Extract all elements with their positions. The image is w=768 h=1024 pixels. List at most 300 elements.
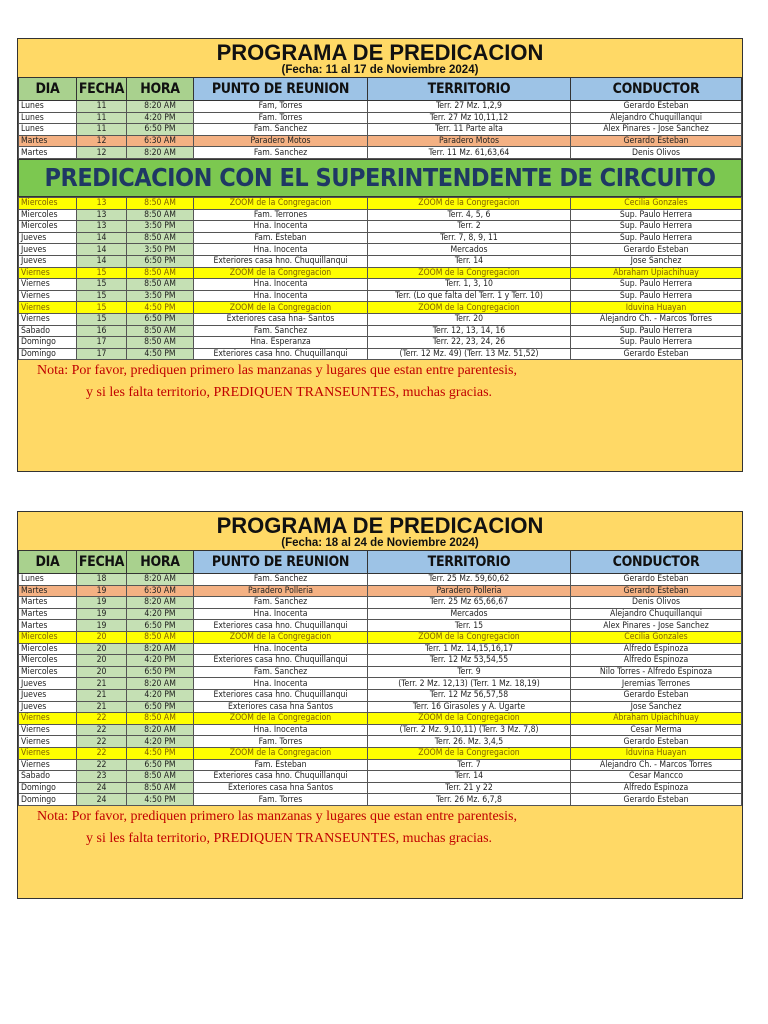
cell-punto: Hna. Inocenta (194, 643, 368, 655)
cell-territorio: Terr. 1, 3, 10 (368, 279, 571, 291)
cell-punto: Paradero Motos (194, 135, 368, 147)
cell-territorio: Terr. 27 Mz 10,11,12 (368, 112, 571, 124)
cell-hora: 6:50 PM (127, 313, 194, 325)
header-dia: DIA (19, 78, 77, 101)
cell-hora: 6:50 PM (127, 666, 194, 678)
cell-territorio: Terr. 21 y 22 (368, 782, 571, 794)
cell-dia: Miercoles (19, 666, 77, 678)
table-row (19, 655, 742, 667)
cell-conductor: Jeremias Terrones (571, 678, 742, 690)
cell-conductor: Gerardo Esteban (571, 574, 742, 586)
cell-hora: 8:20 AM (127, 101, 194, 113)
table-row (19, 713, 742, 725)
header-punto: PUNTO DE REUNION (194, 78, 368, 101)
cell-punto: Fam. Terrones (194, 209, 368, 221)
cell-dia: Miercoles (19, 631, 77, 643)
cell-fecha: 21 (77, 689, 127, 701)
cell-territorio: Terr. 20 (368, 313, 571, 325)
cell-fecha: 12 (77, 147, 127, 159)
cell-dia: Martes (19, 147, 77, 159)
cell-conductor: Cesar Mancco (571, 771, 742, 783)
cell-punto: ZOOM de la Congregacion (194, 302, 368, 314)
cell-territorio: Terr. 11 Parte alta (368, 124, 571, 136)
table-row (19, 794, 742, 806)
cell-dia: Martes (19, 585, 77, 597)
cell-hora: 4:20 PM (127, 608, 194, 620)
cell-punto: Fam. Sanchez (194, 597, 368, 609)
cell-territorio: Terr. 7, 8, 9, 11 (368, 232, 571, 244)
cell-punto: ZOOM de la Congregacion (194, 747, 368, 759)
cell-fecha: 22 (77, 724, 127, 736)
cell-territorio: Terr. 22, 23, 24, 26 (368, 337, 571, 349)
circuit-overseer-banner: PREDICACION CON EL SUPERINTENDENTE DE CIRCUITO (18, 159, 742, 197)
cell-dia: Sabado (19, 771, 77, 783)
cell-punto: Hna. Inocenta (194, 279, 368, 291)
header-hora: HORA (127, 551, 194, 574)
cell-hora: 8:20 AM (127, 643, 194, 655)
cell-fecha: 22 (77, 759, 127, 771)
table-row (19, 631, 742, 643)
cell-fecha: 20 (77, 666, 127, 678)
table-row (19, 759, 742, 771)
cell-hora: 8:20 AM (127, 678, 194, 690)
cell-dia: Viernes (19, 267, 77, 279)
cell-hora: 8:20 AM (127, 724, 194, 736)
table-row (19, 221, 742, 233)
cell-conductor: Abraham Upiachihuay (571, 267, 742, 279)
cell-conductor: Denis Olivos (571, 147, 742, 159)
cell-fecha: 17 (77, 348, 127, 360)
cell-punto: Fam. Esteban (194, 232, 368, 244)
cell-hora: 8:50 AM (127, 267, 194, 279)
table-row (19, 147, 742, 159)
cell-hora: 3:50 PM (127, 290, 194, 302)
cell-hora: 4:50 PM (127, 794, 194, 806)
cell-punto: Hna. Inocenta (194, 724, 368, 736)
table-row (19, 279, 742, 291)
cell-fecha: 22 (77, 713, 127, 725)
cell-punto: Exteriores casa hno. Chuquillanqui (194, 620, 368, 632)
cell-dia: Viernes (19, 290, 77, 302)
cell-dia: Jueves (19, 255, 77, 267)
cell-punto: Fam. Sanchez (194, 124, 368, 136)
table-header-row (19, 551, 742, 574)
cell-conductor: Alex Pinares - Jose Sanchez (571, 620, 742, 632)
table-row (19, 135, 742, 147)
cell-dia: Viernes (19, 313, 77, 325)
cell-dia: Jueves (19, 232, 77, 244)
cell-territorio: Terr. 4, 5, 6 (368, 209, 571, 221)
table-row (19, 643, 742, 655)
table-header-row (19, 78, 742, 101)
cell-conductor: Cesar Merma (571, 724, 742, 736)
cell-fecha: 14 (77, 244, 127, 256)
cell-punto: Hna. Esperanza (194, 337, 368, 349)
cell-hora: 8:50 AM (127, 209, 194, 221)
cell-territorio: Terr. (Lo que falta del Terr. 1 y Terr. 10) (368, 290, 571, 302)
cell-hora: 4:20 PM (127, 736, 194, 748)
table-row (19, 232, 742, 244)
cell-territorio: Terr. 12, 13, 14, 16 (368, 325, 571, 337)
cell-dia: Lunes (19, 112, 77, 124)
cell-conductor: Cecilia Gonzales (571, 631, 742, 643)
cell-territorio: Terr. 12 Mz 53,54,55 (368, 655, 571, 667)
cell-dia: Martes (19, 135, 77, 147)
cell-fecha: 14 (77, 232, 127, 244)
cell-fecha: 15 (77, 290, 127, 302)
cell-dia: Miercoles (19, 655, 77, 667)
cell-dia: Miercoles (19, 643, 77, 655)
header-fecha: FECHA (77, 551, 127, 574)
cell-punto: Hna. Inocenta (194, 608, 368, 620)
table-row (19, 255, 742, 267)
table-row (19, 689, 742, 701)
cell-conductor: Iduvina Huayan (571, 747, 742, 759)
cell-punto: Hna. Inocenta (194, 244, 368, 256)
cell-conductor: Sup. Paulo Herrera (571, 221, 742, 233)
cell-conductor: Gerardo Esteban (571, 348, 742, 360)
cell-hora: 4:20 PM (127, 655, 194, 667)
table-row (19, 325, 742, 337)
table-row (19, 267, 742, 279)
cell-punto: Exteriores casa hno. Chuquillanqui (194, 255, 368, 267)
cell-territorio: Terr. 14 (368, 771, 571, 783)
table-row (19, 244, 742, 256)
table-row (19, 701, 742, 713)
cell-fecha: 19 (77, 585, 127, 597)
table-row (19, 771, 742, 783)
cell-conductor: Gerardo Esteban (571, 585, 742, 597)
cell-hora: 6:30 AM (127, 135, 194, 147)
cell-territorio: Terr. 7 (368, 759, 571, 771)
cell-fecha: 11 (77, 112, 127, 124)
cell-conductor: Gerardo Esteban (571, 736, 742, 748)
header-dia: DIA (19, 551, 77, 574)
cell-territorio: ZOOM de la Congregacion (368, 197, 571, 209)
cell-dia: Viernes (19, 302, 77, 314)
cell-punto: Exteriores casa hno. Chuquillanqui (194, 771, 368, 783)
cell-hora: 8:50 AM (127, 782, 194, 794)
cell-fecha: 19 (77, 608, 127, 620)
cell-territorio: Terr. 1 Mz. 14,15,16,17 (368, 643, 571, 655)
header-conductor: CONDUCTOR (571, 78, 742, 101)
cell-dia: Domingo (19, 337, 77, 349)
table-row (19, 302, 742, 314)
cell-territorio: Mercados (368, 244, 571, 256)
cell-territorio: Terr. 25 Mz. 59,60,62 (368, 574, 571, 586)
cell-punto: Exteriores casa hna Santos (194, 782, 368, 794)
cell-dia: Viernes (19, 759, 77, 771)
cell-conductor: Cecilia Gonzales (571, 197, 742, 209)
sheet-title: PROGRAMA DE PREDICACION (216, 40, 544, 65)
table-row (19, 620, 742, 632)
cell-territorio: Terr. 14 (368, 255, 571, 267)
cell-punto: ZOOM de la Congregacion (194, 631, 368, 643)
cell-fecha: 12 (77, 135, 127, 147)
cell-fecha: 22 (77, 736, 127, 748)
cell-punto: Fam. Torres (194, 794, 368, 806)
cell-territorio: (Terr. 2 Mz. 12,13) (Terr. 1 Mz. 18,19) (368, 678, 571, 690)
cell-hora: 3:50 PM (127, 244, 194, 256)
cell-hora: 8:20 AM (127, 597, 194, 609)
cell-dia: Domingo (19, 782, 77, 794)
table-row (19, 574, 742, 586)
cell-dia: Viernes (19, 279, 77, 291)
table-row (19, 666, 742, 678)
cell-conductor: Alejandro Ch. - Marcos Torres (571, 759, 742, 771)
cell-dia: Viernes (19, 724, 77, 736)
cell-conductor: Abraham Upiachihuay (571, 713, 742, 725)
cell-conductor: Alejandro Chuquillanqui (571, 112, 742, 124)
cell-dia: Viernes (19, 747, 77, 759)
table-row (19, 337, 742, 349)
cell-territorio: Terr. 11 Mz. 61,63,64 (368, 147, 571, 159)
cell-territorio: Mercados (368, 608, 571, 620)
sheet-title: PROGRAMA DE PREDICACION (216, 513, 544, 538)
cell-hora: 8:20 AM (127, 147, 194, 159)
table-row (19, 209, 742, 221)
cell-punto: Paradero Polleria (194, 585, 368, 597)
cell-dia: Lunes (19, 124, 77, 136)
cell-hora: 6:50 PM (127, 255, 194, 267)
cell-hora: 8:50 AM (127, 713, 194, 725)
cell-conductor: Alfredo Espinoza (571, 643, 742, 655)
cell-fecha: 17 (77, 337, 127, 349)
cell-conductor: Denis Olivos (571, 597, 742, 609)
cell-hora: 8:50 AM (127, 631, 194, 643)
table-row (19, 197, 742, 209)
cell-hora: 4:50 PM (127, 302, 194, 314)
cell-punto: Fam. Sanchez (194, 325, 368, 337)
table-row (19, 608, 742, 620)
cell-punto: Exteriores casa hno. Chuquillanqui (194, 689, 368, 701)
cell-territorio: Terr. 26 Mz. 6,7,8 (368, 794, 571, 806)
cell-conductor: Gerardo Esteban (571, 101, 742, 113)
cell-punto: ZOOM de la Congregacion (194, 197, 368, 209)
cell-fecha: 13 (77, 209, 127, 221)
cell-conductor: Jose Sanchez (571, 701, 742, 713)
note-line-1: Nota: Por favor, prediquen primero las manzanas y lugares que estan entre parentesis, (37, 808, 517, 824)
table-row (19, 112, 742, 124)
cell-hora: 6:50 PM (127, 124, 194, 136)
cell-punto: Fam. Sanchez (194, 147, 368, 159)
cell-dia: Miercoles (19, 221, 77, 233)
cell-territorio: ZOOM de la Congregacion (368, 713, 571, 725)
cell-conductor: Iduvina Huayan (571, 302, 742, 314)
cell-territorio: ZOOM de la Congregacion (368, 747, 571, 759)
cell-fecha: 20 (77, 643, 127, 655)
cell-conductor: Sup. Paulo Herrera (571, 232, 742, 244)
cell-conductor: Gerardo Esteban (571, 244, 742, 256)
cell-conductor: Alfredo Espinoza (571, 782, 742, 794)
cell-fecha: 14 (77, 255, 127, 267)
cell-fecha: 21 (77, 701, 127, 713)
table-row (19, 348, 742, 360)
header-punto: PUNTO DE REUNION (194, 551, 368, 574)
cell-conductor: Sup. Paulo Herrera (571, 209, 742, 221)
cell-dia: Jueves (19, 678, 77, 690)
table-row (19, 585, 742, 597)
header-conductor: CONDUCTOR (571, 551, 742, 574)
table-row (19, 124, 742, 136)
cell-punto: Fam. Esteban (194, 759, 368, 771)
cell-territorio: ZOOM de la Congregacion (368, 302, 571, 314)
cell-dia: Viernes (19, 736, 77, 748)
cell-territorio: Paradero Polleria (368, 585, 571, 597)
cell-punto: Hna. Inocenta (194, 678, 368, 690)
cell-dia: Viernes (19, 713, 77, 725)
cell-punto: Exteriores casa hno. Chuquillanqui (194, 348, 368, 360)
cell-hora: 8:50 AM (127, 337, 194, 349)
cell-dia: Lunes (19, 574, 77, 586)
cell-territorio: Terr. 26. Mz. 3,4,5 (368, 736, 571, 748)
cell-punto: Exteriores casa hno. Chuquillanqui (194, 655, 368, 667)
cell-fecha: 15 (77, 279, 127, 291)
header-territorio: TERRITORIO (368, 78, 571, 101)
cell-hora: 8:50 AM (127, 197, 194, 209)
cell-territorio: Terr. 15 (368, 620, 571, 632)
cell-dia: Lunes (19, 101, 77, 113)
table-row (19, 724, 742, 736)
cell-territorio: Terr. 9 (368, 666, 571, 678)
cell-fecha: 24 (77, 782, 127, 794)
cell-territorio: Paradero Motos (368, 135, 571, 147)
cell-conductor: Alejandro Ch. - Marcos Torres (571, 313, 742, 325)
schedule-table-bottom (18, 197, 742, 360)
cell-territorio: ZOOM de la Congregacion (368, 267, 571, 279)
cell-dia: Martes (19, 597, 77, 609)
cell-conductor: Nilo Torres - Alfredo Espinoza (571, 666, 742, 678)
note-line-1: Nota: Por favor, prediquen primero las manzanas y lugares que estan entre parentesis, (37, 363, 517, 379)
cell-hora: 6:30 AM (127, 585, 194, 597)
cell-territorio: Terr. 27 Mz. 1,2,9 (368, 101, 571, 113)
cell-hora: 4:20 PM (127, 112, 194, 124)
cell-dia: Jueves (19, 701, 77, 713)
cell-hora: 4:50 PM (127, 348, 194, 360)
cell-hora: 8:50 AM (127, 232, 194, 244)
cell-hora: 4:20 PM (127, 689, 194, 701)
cell-punto: ZOOM de la Congregacion (194, 713, 368, 725)
cell-dia: Miercoles (19, 197, 77, 209)
cell-fecha: 11 (77, 124, 127, 136)
cell-dia: Jueves (19, 689, 77, 701)
header-fecha: FECHA (77, 78, 127, 101)
cell-punto: Fam. Torres (194, 736, 368, 748)
cell-conductor: Alex Pinares - Jose Sanchez (571, 124, 742, 136)
table-row (19, 736, 742, 748)
cell-territorio: Terr. 12 Mz 56,57,58 (368, 689, 571, 701)
cell-fecha: 15 (77, 313, 127, 325)
cell-fecha: 13 (77, 197, 127, 209)
cell-dia: Martes (19, 620, 77, 632)
cell-fecha: 15 (77, 267, 127, 279)
cell-territorio: (Terr. 2 Mz. 9,10,11) (Terr. 3 Mz. 7,8) (368, 724, 571, 736)
cell-dia: Martes (19, 608, 77, 620)
cell-fecha: 11 (77, 101, 127, 113)
cell-hora: 8:50 AM (127, 325, 194, 337)
cell-punto: Exteriores casa hna- Santos (194, 313, 368, 325)
cell-conductor: Sup. Paulo Herrera (571, 279, 742, 291)
cell-territorio: ZOOM de la Congregacion (368, 631, 571, 643)
cell-territorio: (Terr. 12 Mz. 49) (Terr. 13 Mz. 51,52) (368, 348, 571, 360)
cell-conductor: Sup. Paulo Herrera (571, 337, 742, 349)
cell-fecha: 18 (77, 574, 127, 586)
cell-hora: 6:50 PM (127, 620, 194, 632)
table-row (19, 678, 742, 690)
cell-fecha: 19 (77, 620, 127, 632)
sheet-date-range: (Fecha: 11 al 17 de Noviembre 2024) (281, 64, 479, 76)
cell-punto: Fam. Sanchez (194, 574, 368, 586)
cell-dia: Miercoles (19, 209, 77, 221)
cell-hora: 6:50 PM (127, 701, 194, 713)
cell-hora: 6:50 PM (127, 759, 194, 771)
cell-punto: ZOOM de la Congregacion (194, 267, 368, 279)
table-row (19, 101, 742, 113)
table-row (19, 313, 742, 325)
schedule-table (18, 550, 742, 806)
note-line-2: y si les falta territorio, PREDIQUEN TRANSEUNTES, muchas gracias. (86, 830, 493, 846)
cell-fecha: 21 (77, 678, 127, 690)
cell-conductor: Sup. Paulo Herrera (571, 325, 742, 337)
table-row (19, 597, 742, 609)
cell-hora: 4:50 PM (127, 747, 194, 759)
cell-fecha: 22 (77, 747, 127, 759)
schedule-table-top (18, 77, 742, 159)
cell-hora: 3:50 PM (127, 221, 194, 233)
cell-territorio: Terr. 25 Mz 65,66,67 (368, 597, 571, 609)
cell-fecha: 15 (77, 302, 127, 314)
cell-dia: Sabado (19, 325, 77, 337)
cell-dia: Domingo (19, 794, 77, 806)
header-territorio: TERRITORIO (368, 551, 571, 574)
cell-fecha: 19 (77, 597, 127, 609)
cell-punto: Hna. Inocenta (194, 290, 368, 302)
schedule-sheet-week1 (17, 38, 743, 472)
schedule-sheet-week2 (17, 511, 743, 899)
cell-conductor: Jose Sanchez (571, 255, 742, 267)
cell-fecha: 16 (77, 325, 127, 337)
cell-fecha: 20 (77, 631, 127, 643)
cell-fecha: 20 (77, 655, 127, 667)
cell-hora: 8:20 AM (127, 574, 194, 586)
cell-fecha: 13 (77, 221, 127, 233)
cell-conductor: Gerardo Esteban (571, 135, 742, 147)
sheet-date-range: (Fecha: 18 al 24 de Noviembre 2024) (281, 537, 479, 549)
header-hora: HORA (127, 78, 194, 101)
cell-conductor: Alejandro Chuquillanqui (571, 608, 742, 620)
cell-conductor: Gerardo Esteban (571, 689, 742, 701)
cell-hora: 8:50 AM (127, 279, 194, 291)
cell-fecha: 23 (77, 771, 127, 783)
cell-dia: Domingo (19, 348, 77, 360)
cell-punto: Hna. Inocenta (194, 221, 368, 233)
cell-fecha: 24 (77, 794, 127, 806)
cell-punto: Fam, Torres (194, 101, 368, 113)
cell-hora: 8:50 AM (127, 771, 194, 783)
cell-territorio: Terr. 16 Girasoles y A. Ugarte (368, 701, 571, 713)
note-line-2: y si les falta territorio, PREDIQUEN TRANSEUNTES, muchas gracias. (86, 385, 493, 401)
table-row (19, 290, 742, 302)
table-row (19, 782, 742, 794)
cell-conductor: Sup. Paulo Herrera (571, 290, 742, 302)
cell-punto: Exteriores casa hna Santos (194, 701, 368, 713)
cell-punto: Fam. Torres (194, 112, 368, 124)
cell-dia: Jueves (19, 244, 77, 256)
cell-conductor: Alfredo Espinoza (571, 655, 742, 667)
table-row (19, 747, 742, 759)
cell-territorio: Terr. 2 (368, 221, 571, 233)
cell-conductor: Gerardo Esteban (571, 794, 742, 806)
